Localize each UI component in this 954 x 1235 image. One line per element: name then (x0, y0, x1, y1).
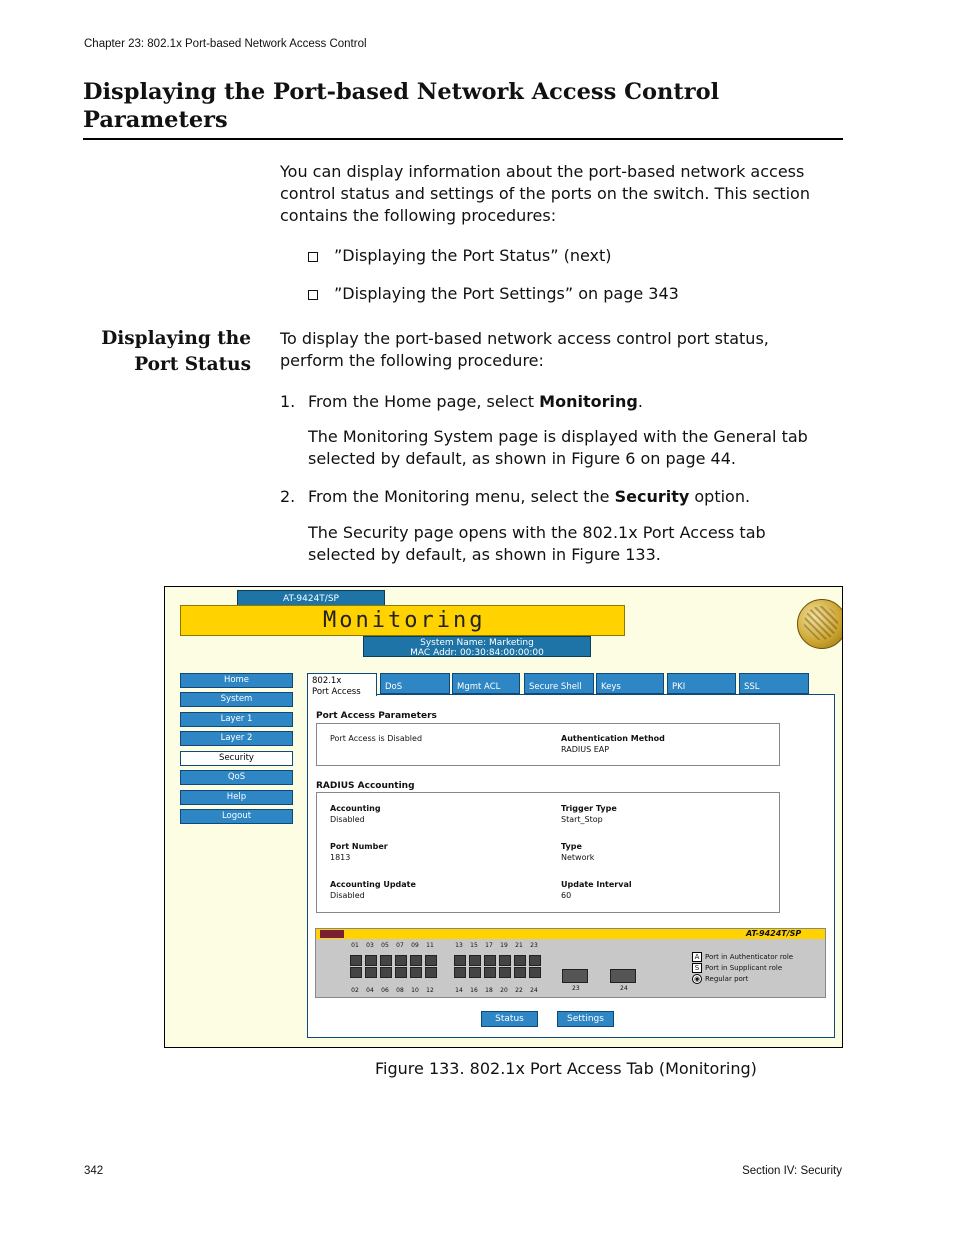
tab-label: Port Access (312, 687, 361, 697)
tab-ssl[interactable]: SSL (739, 673, 809, 694)
step-number: 2. (280, 487, 296, 506)
nav-system-button[interactable]: System (180, 692, 293, 707)
switch-port[interactable] (499, 967, 511, 978)
switch-port[interactable] (410, 967, 422, 978)
port-number-label: 13 (455, 942, 463, 949)
port-number-label: 07 (396, 942, 404, 949)
step-bold: Monitoring (539, 392, 638, 411)
banner-title: Monitoring (323, 608, 486, 633)
switch-port[interactable] (365, 955, 377, 966)
bullet-text: ”Displaying the Port Status” (next) (334, 246, 612, 265)
port-number-label: 24 (530, 987, 538, 994)
auth-method-value: RADIUS EAP (561, 745, 610, 754)
nav-help-button[interactable]: Help (180, 790, 293, 805)
port-number-label: 11 (426, 942, 434, 949)
figure-screenshot (164, 586, 843, 1048)
tab-keys[interactable]: Keys (596, 673, 664, 694)
accounting-update-value: Disabled (330, 891, 365, 900)
model-label: AT-9424T/SP (237, 590, 385, 608)
nav-layer2-button[interactable]: Layer 2 (180, 731, 293, 746)
port-number-label: 20 (500, 987, 508, 994)
port-access-params-box (316, 723, 780, 766)
checkbox-bullet-icon (308, 290, 318, 300)
switch-port[interactable] (454, 955, 466, 966)
switch-port[interactable] (350, 967, 362, 978)
legend-text: Port in Authenticator role (705, 953, 794, 961)
switch-port[interactable] (514, 967, 526, 978)
intro-paragraph: You can display information about the port-based network access control status and settings of the ports on the switch. This section contains the following procedures: (280, 162, 810, 225)
nav-security-button[interactable]: Security (180, 751, 293, 766)
settings-button[interactable]: Settings (557, 1011, 614, 1027)
port-number-label: 21 (515, 942, 523, 949)
monitoring-banner (180, 605, 625, 636)
mac-address: MAC Addr: 00:30:84:00:00:00 (410, 648, 544, 658)
sfp-port-23[interactable] (562, 969, 588, 983)
step-text-part: . (637, 392, 643, 411)
step-note: The Security page opens with the 802.1x Port Access tab selected by default, as shown in Figure 133. (308, 523, 766, 564)
section-heading-line: Displaying the (101, 328, 251, 349)
port-number-label: 09 (411, 942, 419, 949)
port-number-label: 17 (485, 942, 493, 949)
switch-port[interactable] (484, 967, 496, 978)
nav-qos-button[interactable]: QoS (180, 770, 293, 785)
port-number-label: 16 (470, 987, 478, 994)
port-number-label: Port Number (330, 842, 388, 851)
tab-8021x-port-access[interactable] (307, 673, 377, 696)
globe-logo-icon (797, 599, 843, 649)
page-number: 342 (84, 1165, 104, 1177)
switch-port[interactable] (395, 967, 407, 978)
sfp-label: 24 (620, 985, 628, 992)
nav-home-button[interactable]: Home (180, 673, 293, 688)
title-rule (83, 138, 843, 140)
switch-port[interactable] (350, 955, 362, 966)
figure-caption: Figure 133. 802.1x Port Access Tab (Monitoring) (375, 1059, 757, 1078)
switch-port[interactable] (484, 955, 496, 966)
supplicant-key-icon: S (692, 963, 702, 973)
running-header: Chapter 23: 802.1x Port-based Network Access Control (84, 38, 367, 50)
switch-port[interactable] (395, 955, 407, 966)
port-number-label: 03 (366, 942, 374, 949)
switch-port[interactable] (469, 955, 481, 966)
step-text (308, 486, 750, 508)
radius-accounting-box (316, 792, 780, 913)
switch-port[interactable] (514, 955, 526, 966)
switch-port[interactable] (425, 967, 437, 978)
port-number-label: 02 (351, 987, 359, 994)
accounting-label: Accounting (330, 804, 381, 813)
port-number-label: 12 (426, 987, 434, 994)
footer-section: Section IV: Security (742, 1165, 842, 1177)
switch-port[interactable] (425, 955, 437, 966)
port-access-params-title: Port Access Parameters (316, 711, 437, 721)
switch-port[interactable] (380, 955, 392, 966)
switch-port[interactable] (499, 955, 511, 966)
step-text (308, 391, 643, 413)
tab-dos[interactable]: DoS (380, 673, 450, 694)
switch-front-panel (315, 928, 826, 998)
tab-label: 802.1x (312, 676, 342, 686)
step-bold: Security (614, 487, 690, 506)
port-number-label: 14 (455, 987, 463, 994)
step-text-part: option. (689, 487, 751, 506)
type-value: Network (561, 853, 595, 862)
status-button[interactable]: Status (481, 1011, 538, 1027)
accounting-update-label: Accounting Update (330, 880, 416, 889)
auth-method-label: Authentication Method (561, 734, 665, 743)
port-number-label: 22 (515, 987, 523, 994)
port-number-label: 18 (485, 987, 493, 994)
section-lead: To display the port-based network access control port status, perform the following procedure: (280, 329, 769, 370)
port-area (316, 929, 825, 997)
tab-pki[interactable]: PKI (667, 673, 736, 694)
type-label: Type (561, 842, 582, 851)
sfp-label: 23 (572, 985, 580, 992)
port-number-label: 01 (351, 942, 359, 949)
sfp-port-24[interactable] (610, 969, 636, 983)
authenticator-key-icon: A (692, 952, 702, 962)
port-number-label: 04 (366, 987, 374, 994)
step-text-part: From the Home page, select (308, 392, 540, 411)
port-number-value: 1813 (330, 853, 351, 862)
nav-layer1-button[interactable]: Layer 1 (180, 712, 293, 727)
switch-model-label: AT-9424T/SP (746, 929, 802, 938)
port-access-status: Port Access is Disabled (330, 734, 423, 743)
update-interval-label: Update Interval (561, 880, 632, 889)
switch-port[interactable] (380, 967, 392, 978)
switch-port[interactable] (529, 955, 541, 966)
switch-port[interactable] (410, 955, 422, 966)
bullet-text: ”Displaying the Port Settings” on page 343 (334, 284, 679, 303)
port-number-label: 08 (396, 987, 404, 994)
page-title: Displaying the Port-based Network Access Control Parameters (83, 79, 720, 133)
switch-port[interactable] (469, 967, 481, 978)
section-heading-line: Port Status (134, 354, 251, 375)
port-number-label: 06 (381, 987, 389, 994)
checkbox-bullet-icon (308, 252, 318, 262)
port-number-label: 23 (530, 942, 538, 949)
switch-port[interactable] (365, 967, 377, 978)
trigger-type-value: Start_Stop (561, 815, 603, 824)
step-note: The Monitoring System page is displayed with the General tab selected by default, as shown in Figure 6 on page 44. (308, 427, 808, 468)
bullet-item (308, 283, 679, 305)
tab-mgmt-acl[interactable]: Mgmt ACL (452, 673, 520, 694)
port-number-label: 19 (500, 942, 508, 949)
radius-accounting-title: RADIUS Accounting (316, 781, 415, 791)
port-number-label: 10 (411, 987, 419, 994)
update-interval-value: 60 (561, 891, 572, 900)
port-number-label: 15 (470, 942, 478, 949)
step-number: 1. (280, 392, 296, 411)
switch-port[interactable] (529, 967, 541, 978)
switch-port[interactable] (454, 967, 466, 978)
nav-logout-button[interactable]: Logout (180, 809, 293, 824)
system-name: System Name: Marketing (420, 638, 534, 648)
tab-secure-shell[interactable]: Secure Shell (524, 673, 594, 694)
trigger-type-label: Trigger Type (561, 804, 617, 813)
port-number-label: 05 (381, 942, 389, 949)
bullet-item (308, 245, 612, 267)
legend-text: Port in Supplicant role (705, 964, 783, 972)
system-info-bar (363, 636, 591, 657)
legend-text: Regular port (705, 975, 749, 983)
accounting-value: Disabled (330, 815, 365, 824)
step-text-part: From the Monitoring menu, select the (308, 487, 615, 506)
regular-port-key-icon: ◉ (693, 975, 701, 983)
section-heading (83, 326, 251, 378)
